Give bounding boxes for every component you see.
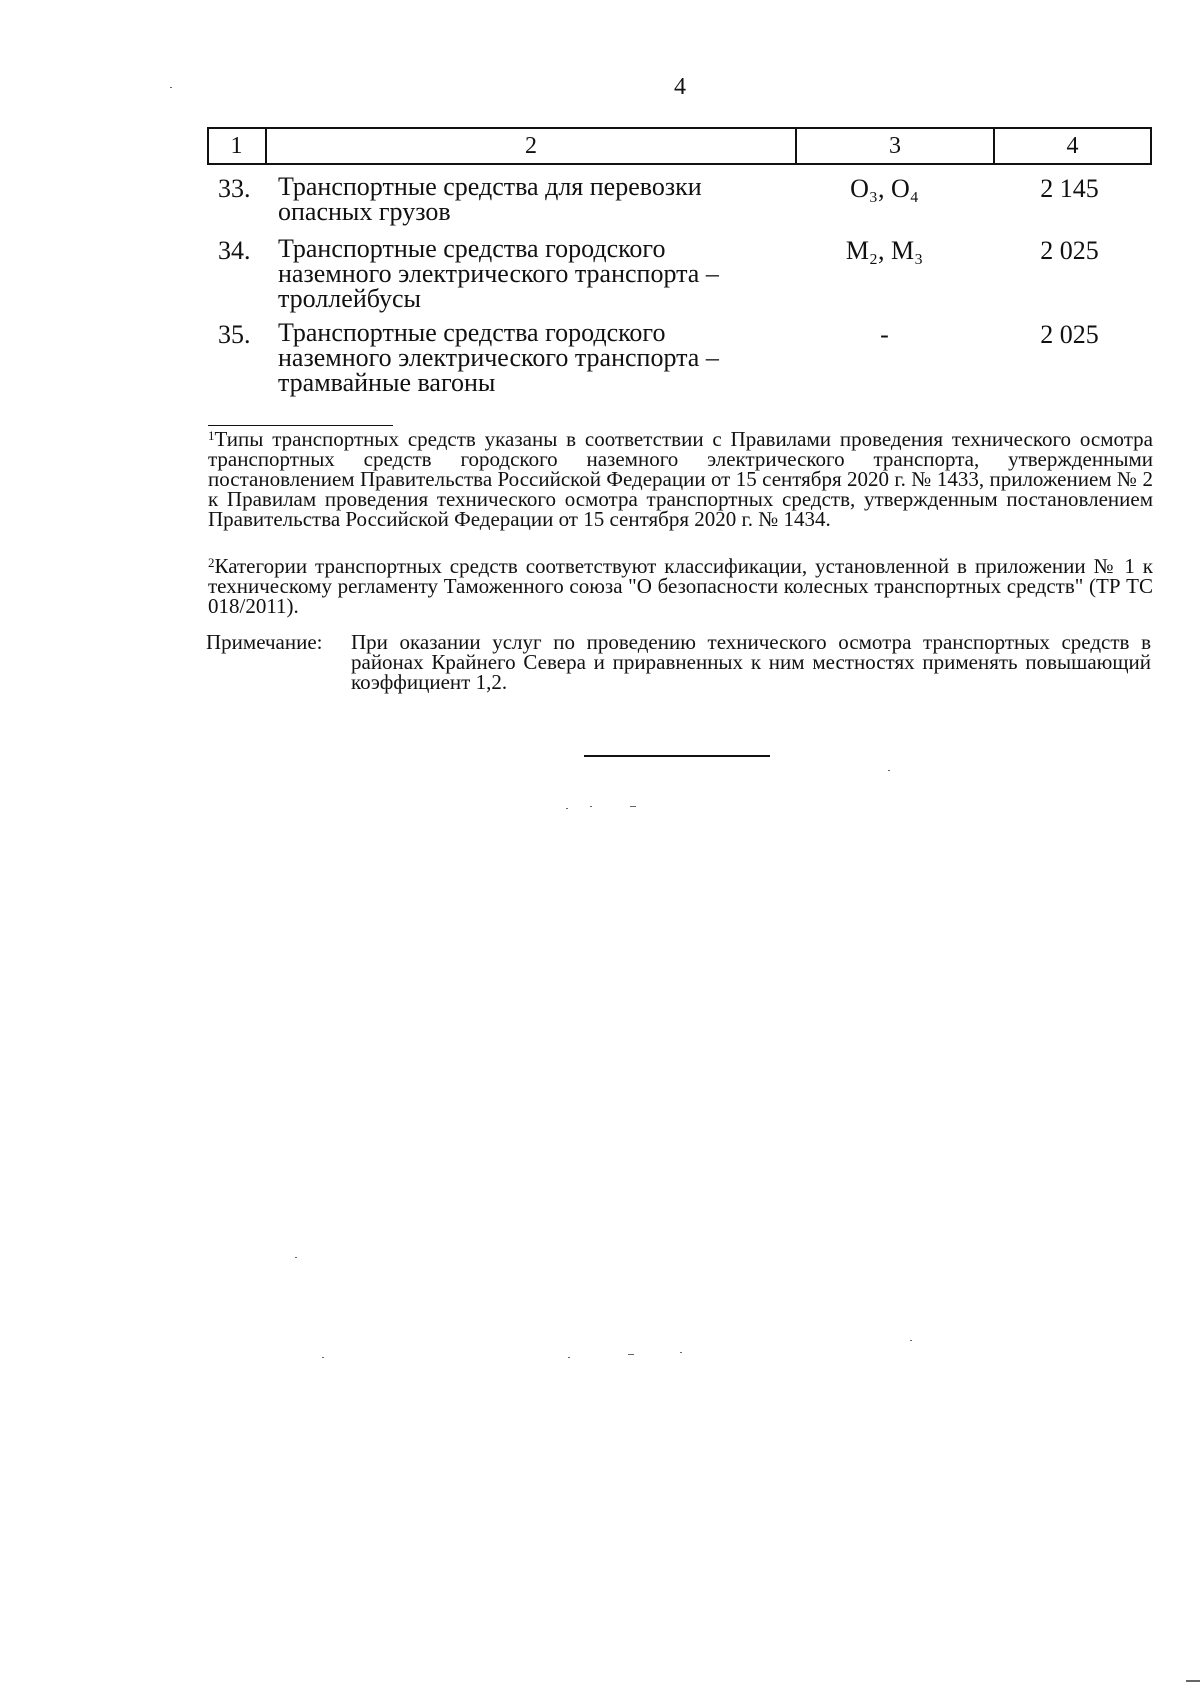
table-header-col-3: 3	[889, 133, 901, 159]
scan-speck	[295, 1257, 297, 1258]
row-number: 34.	[218, 236, 251, 265]
row-category: -	[880, 320, 889, 349]
row-price: 2 025	[1040, 236, 1099, 265]
footnote-mark: 1	[208, 428, 215, 443]
row-category: M₂, M₃	[845, 236, 924, 265]
row-price: 2 145	[1040, 174, 1099, 203]
scan-speck	[630, 806, 636, 807]
row-name-line: опасных грузов	[278, 197, 451, 226]
footnote-text: Категории транспортных средств соответствуют классификации, установленной в приложении № 1 к техническому регламенту Таможенного союза "О безопасности колесных транспортных средств" (ТР ТС 018/2011).	[208, 554, 1153, 618]
row-name	[278, 174, 778, 224]
scan-speck	[628, 1354, 634, 1355]
footnote-mark: 2	[208, 555, 215, 570]
scan-speck	[566, 808, 568, 809]
row-name-line: Транспортные средства городского	[278, 318, 666, 347]
footnote-2	[208, 556, 1153, 616]
table-header-col-4: 4	[1066, 133, 1079, 159]
row-name-line: наземного электрического транспорта –	[278, 343, 719, 372]
scan-speck	[1186, 1680, 1200, 1682]
row-name	[278, 320, 778, 395]
row-name-line: трамвайные вагоны	[278, 368, 496, 397]
scan-speck	[590, 806, 592, 807]
note-text: При оказании услуг по проведению технического осмотра транспортных средств в районах Крайнего Севера и приравненных к ним местностях применять повышающий коэффициент 1,2.	[351, 630, 1151, 694]
row-name-line: троллейбусы	[278, 284, 421, 313]
scan-speck	[170, 87, 172, 88]
note-label: Примечание:	[206, 630, 323, 654]
scan-speck	[680, 1352, 682, 1353]
footnote-text: Типы транспортных средств указаны в соответствии с Правилами проведения технического осмотра транспортных средств городского наземного электрического транспорта, утвержденными постановлением Правительства Российской Федерации от 15 сентября 2020 г. № 1433, приложением № 2 к Правилам проведения технического осмотра транспортных средств, утвержденным постановлением Правительства Российской Федерации от 15 сентября 2020 г. № 1434.	[208, 427, 1153, 531]
table-header-col-1: 1	[230, 133, 243, 159]
footnote-1	[208, 429, 1153, 529]
row-number: 35.	[218, 320, 251, 349]
page-number: 4	[674, 74, 686, 100]
footnote-separator	[208, 425, 393, 426]
row-name	[278, 236, 778, 311]
scan-speck	[888, 770, 890, 771]
scan-speck	[568, 1357, 570, 1358]
scan-speck	[322, 1357, 324, 1358]
row-price: 2 025	[1040, 320, 1099, 349]
scan-speck	[910, 1340, 912, 1341]
end-separator	[584, 755, 770, 757]
row-category: O₃, O₄	[850, 174, 919, 203]
row-name-line: Транспортные средства городского	[278, 234, 666, 263]
table-header	[207, 127, 1152, 165]
row-name-line: Транспортные средства для перевозки	[278, 172, 702, 201]
row-name-line: наземного электрического транспорта –	[278, 259, 719, 288]
table-header-col-2: 2	[525, 133, 537, 159]
row-number: 33.	[218, 174, 251, 203]
